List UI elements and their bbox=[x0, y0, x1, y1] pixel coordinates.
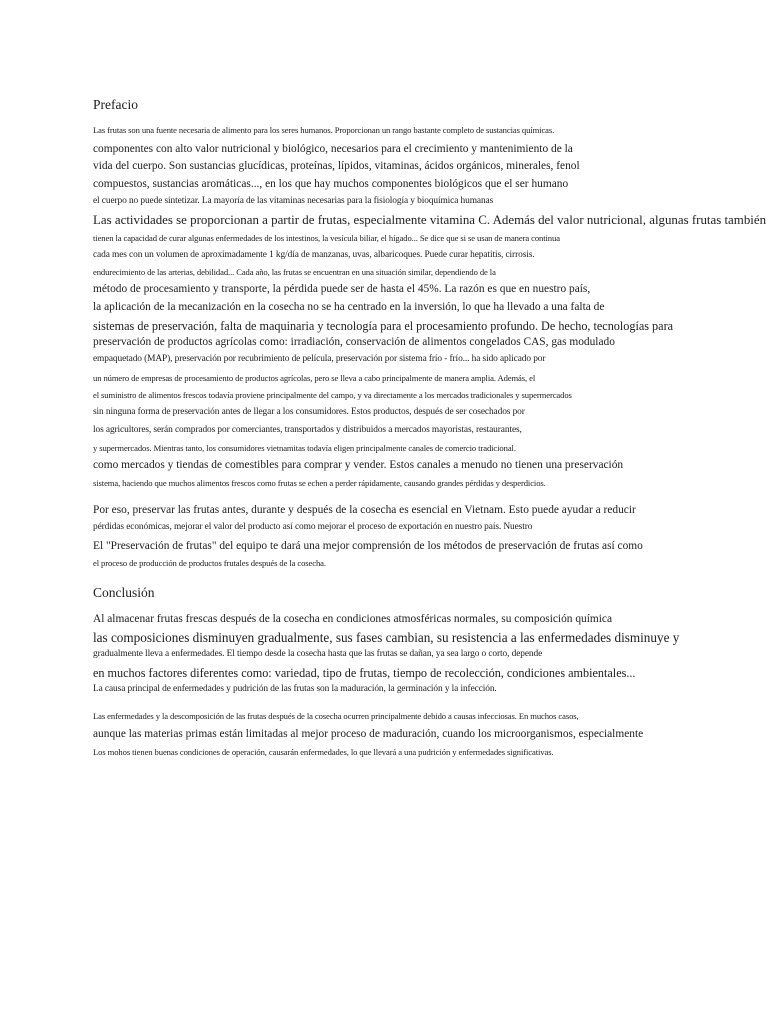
preface-line: un número de empresas de procesamiento de productos agrícolas, pero se lleva a cabo principalmente de manera amplia. Además, el bbox=[93, 373, 536, 383]
preface-line: y supermercados. Mientras tanto, los consumidores vietnamitas todavía eligen principalmente canales de comercio tradicional. bbox=[93, 443, 516, 453]
conclusion-title: Conclusión bbox=[93, 585, 155, 600]
preface-line: vida del cuerpo. Son sustancias glucídicas, proteínas, lípidos, vitaminas, ácidos orgánicos, minerales, fenol bbox=[93, 160, 580, 172]
preface-title: Prefacio bbox=[93, 97, 138, 112]
conclusion-line: gradualmente lleva a enfermedades. El tiempo desde la cosecha hasta que las frutas se dañan, ya sea largo o corto, depende bbox=[93, 649, 543, 659]
preface-line: componentes con alto valor nutricional y biológico, necesarios para el crecimiento y mantenimiento de la bbox=[93, 143, 573, 155]
preface-line: Por eso, preservar las frutas antes, durante y después de la cosecha es esencial en Vietnam. Esto puede ayudar a reducir bbox=[93, 504, 636, 516]
preface-line: el suministro de alimentos frescos todavía proviene principalmente del campo, y va directamente a los mercados tradicionales y supermercados bbox=[93, 390, 572, 400]
preface-line: sin ninguna forma de preservación antes de llegar a los consumidores. Estos productos, después de ser cosechados por bbox=[93, 407, 525, 417]
preface-line: el proceso de producción de productos frutales después de la cosecha. bbox=[93, 558, 326, 568]
preface-line: Las frutas son una fuente necesaria de alimento para los seres humanos. Proporcionan un rango bastante completo de sustancias químicas. bbox=[93, 125, 555, 135]
preface-line: preservación de productos agrícolas como: irradiación, conservación de alimentos congelados CAS, gas modulado bbox=[93, 336, 615, 348]
conclusion-line: aunque las materias primas están limitadas al mejor proceso de maduración, cuando los microorganismos, especialmente bbox=[93, 728, 644, 740]
conclusion-line: La causa principal de enfermedades y pudrición de las frutas son la maduración, la germinación y la infección. bbox=[93, 684, 497, 694]
preface-line: pérdidas económicas, mejorar el valor del producto así como mejorar el proceso de exportación en nuestro país. Nuestro bbox=[93, 522, 533, 532]
conclusion-line: Las enfermedades y la descomposición de las frutas después de la cosecha ocurren principalmente debido a causas infecciosas. En muchos casos, bbox=[93, 711, 579, 721]
preface-line: empaquetado (MAP), preservación por recubrimiento de película, preservación por sistema frío - frío... ha sido aplicado por bbox=[93, 354, 546, 364]
preface-line: sistemas de preservación, falta de maquinaria y tecnología para el procesamiento profundo. De hecho, tecnologías para bbox=[93, 319, 674, 333]
preface-line: endurecimiento de las arterias, debilidad... Cada año, las frutas se encuentran en una situación similar, dependiendo de la bbox=[93, 267, 496, 277]
conclusion-line: Al almacenar frutas frescas después de la cosecha en condiciones atmosféricas normales, su composición química bbox=[93, 613, 613, 625]
conclusion-line: las composiciones disminuyen gradualmente, sus fases cambian, su resistencia a las enfermedades disminuye y bbox=[93, 630, 680, 645]
conclusion-line: en muchos factores diferentes como: variedad, tipo de frutas, tiempo de recolección, condiciones ambientales... bbox=[93, 666, 636, 680]
preface-line: Las actividades se proporcionan a partir de frutas, especialmente vitamina C. Además del valor nutricional, algunas frutas también bbox=[93, 212, 767, 227]
preface-line: El "Preservación de frutas" del equipo te dará una mejor comprensión de los métodos de preservación de frutas así como bbox=[93, 540, 643, 552]
conclusion-line: Los mohos tienen buenas condiciones de operación, causarán enfermedades, lo que llevará a una pudrición y enfermedades significativas. bbox=[93, 747, 554, 757]
preface-line: compuestos, sustancias aromáticas..., en los que hay muchos componentes biológicos que el ser humano bbox=[93, 178, 569, 190]
preface-line: el cuerpo no puede sintetizar. La mayoría de las vitaminas necesarias para la fisiología y bioquímica humanas bbox=[93, 196, 494, 206]
preface-line: la aplicación de la mecanización en la cosecha no se ha centrado en la inversión, lo que ha llevado a una falta de bbox=[93, 301, 605, 313]
preface-line: método de procesamiento y transporte, la pérdida puede ser de hasta el 45%. La razón es que en nuestro país, bbox=[93, 283, 591, 295]
preface-line: sistema, haciendo que muchos alimentos frescos como frutas se echen a perder rápidamente, causando grandes pérdidas y desperdicios. bbox=[93, 478, 546, 488]
preface-line: tienen la capacidad de curar algunas enfermedades de los intestinos, la vesícula biliar, el hígado... Se dice que si se usan de manera continua bbox=[93, 233, 560, 243]
preface-line: como mercados y tiendas de comestibles para comprar y vender. Estos canales a menudo no tienen una preservación bbox=[93, 459, 624, 471]
preface-line: los agricultores, serán comprados por comerciantes, transportados y distribuidos a mercados mayoristas, restaurantes, bbox=[93, 425, 522, 435]
preface-line: cada mes con un volumen de aproximadamente 1 kg/día de manzanas, uvas, albaricoques. Puede curar hepatitis, cirrosis. bbox=[93, 250, 535, 260]
